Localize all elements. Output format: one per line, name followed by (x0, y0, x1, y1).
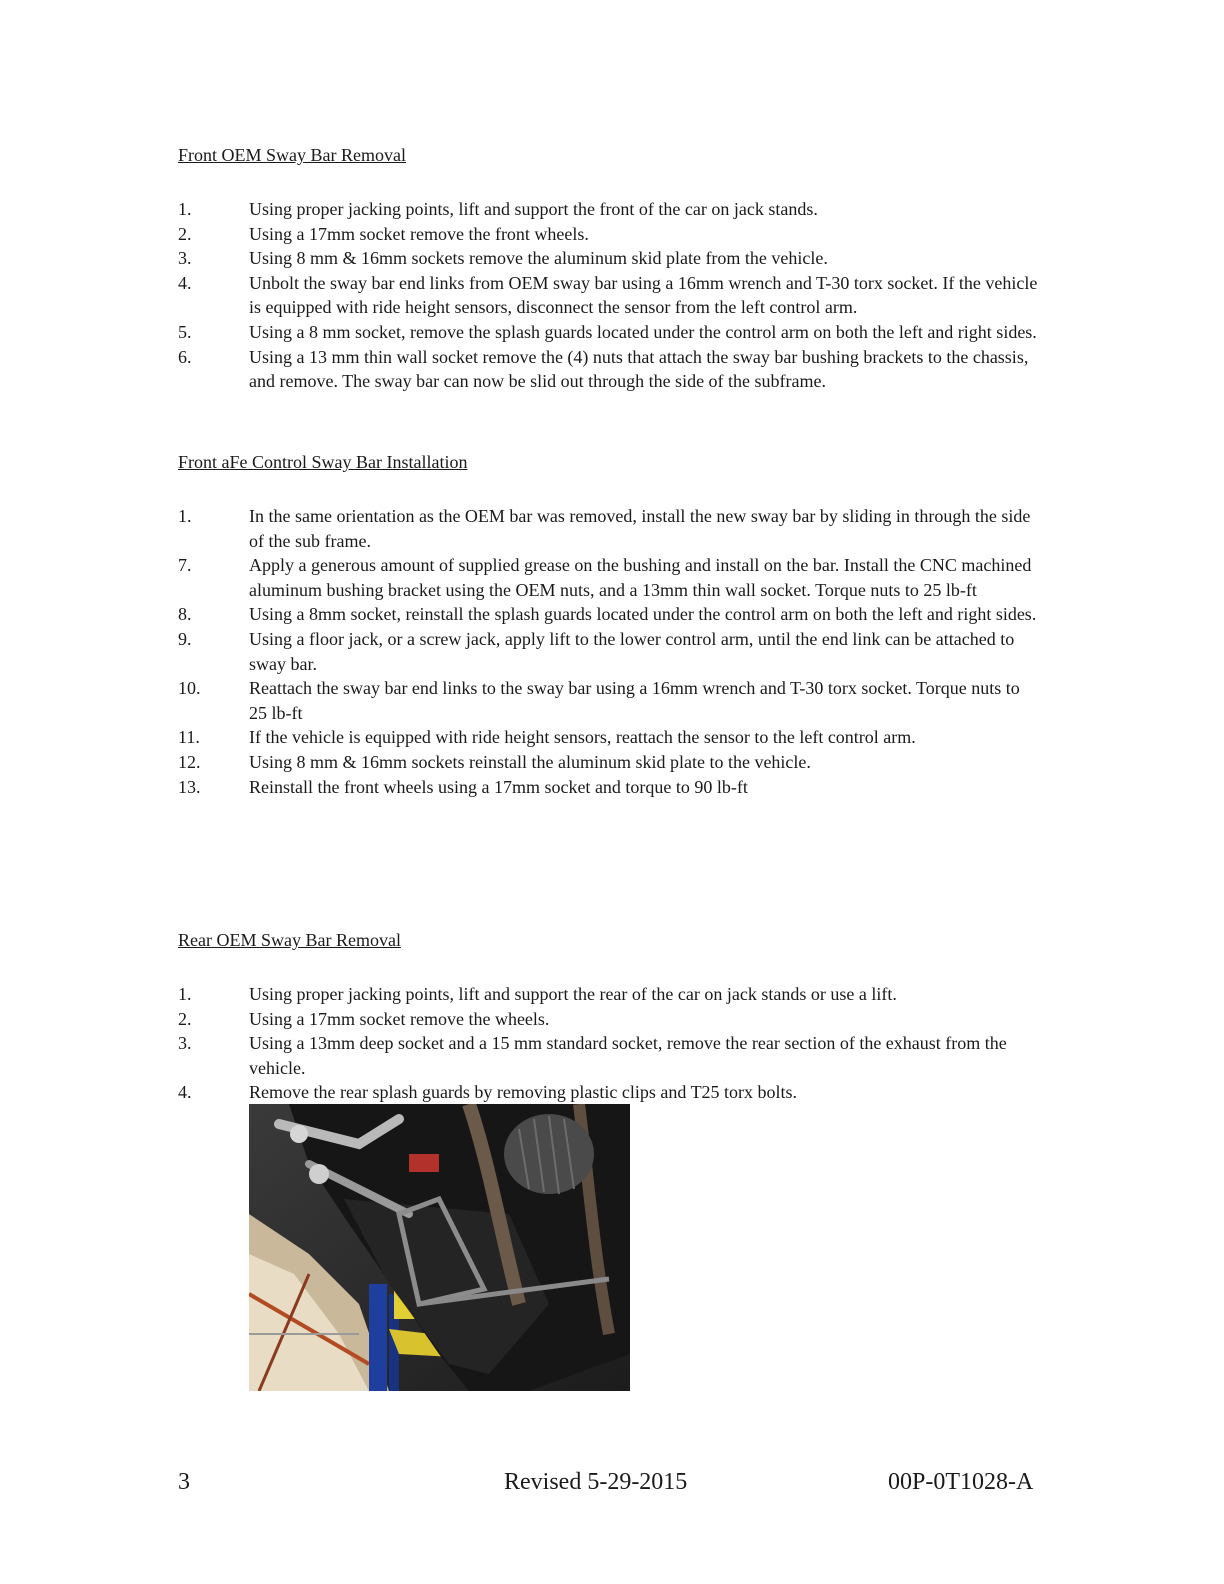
step-number: 1. (178, 506, 192, 526)
step-list (178, 197, 1038, 394)
list-item (178, 676, 1038, 725)
step-number: 8. (178, 604, 192, 625)
list-item (178, 1007, 1038, 1032)
step-number: 1. (178, 199, 192, 219)
list-item (178, 345, 1038, 394)
list-item (178, 320, 1038, 345)
list-item (178, 982, 1038, 1007)
step-text: Using a 13 mm thin wall socket remove the (4) nuts that attach the sway bar bushing brackets to the chassis, and remove. The sway bar can now be slid out through the side of the subframe. (249, 346, 1029, 392)
step-text: Using proper jacking points, lift and support the rear of the car on jack stands or use a lift. (249, 984, 897, 1004)
list-item (178, 553, 1038, 602)
list-item (178, 197, 1038, 222)
list-item (178, 627, 1038, 676)
step-text: Using proper jacking points, lift and support the front of the car on jack stands. (249, 199, 818, 219)
step-text: Reinstall the front wheels using a 17mm socket and torque to 90 lb-ft (249, 776, 748, 797)
vehicle-underside-photo (249, 1104, 630, 1391)
step-list (178, 982, 1038, 1105)
list-item (178, 725, 1038, 750)
list-item (178, 750, 1038, 775)
step-number: 11. (178, 727, 200, 748)
step-number: 4. (178, 272, 192, 293)
step-text: Using 8 mm & 16mm sockets reinstall the aluminum skid plate to the vehicle. (249, 751, 811, 772)
step-text: Using a 8 mm socket, remove the splash guards located under the control arm on both the left and right sides. (249, 321, 1037, 342)
section-front-afe-installation (178, 450, 1038, 799)
step-number: 1. (178, 984, 192, 1004)
step-text: Unbolt the sway bar end links from OEM sway bar using a 16mm wrench and T-30 torx socket. If the vehicle is equipped with ride height sensors, disconnect the sensor from the left control arm. (249, 272, 1038, 318)
step-number: 3. (178, 248, 192, 269)
step-text: Using a 17mm socket remove the front wheels. (249, 223, 589, 244)
section-heading: Rear OEM Sway Bar Removal (178, 930, 401, 950)
step-number: 12. (178, 751, 201, 772)
step-text: Using a 13mm deep socket and a 15 mm standard socket, remove the rear section of the exhaust from the vehicle. (249, 1033, 1007, 1078)
section-heading: Front aFe Control Sway Bar Installation (178, 452, 468, 472)
step-list (178, 504, 1038, 799)
list-item (178, 246, 1038, 271)
step-number: 7. (178, 555, 192, 576)
part-number: 00P-0T1028-A (888, 1469, 1034, 1495)
step-text: Using a 8mm socket, reinstall the splash guards located under the control arm on both the left and right sides. (249, 604, 1037, 625)
step-text: Using a floor jack, or a screw jack, apply lift to the lower control arm, until the end link can be attached to sway bar. (249, 628, 1015, 674)
step-number: 3. (178, 1033, 192, 1054)
step-text: Using a 17mm socket remove the wheels. (249, 1008, 550, 1029)
list-item (178, 222, 1038, 247)
step-number: 5. (178, 321, 192, 342)
step-number: 2. (178, 223, 192, 244)
step-text: If the vehicle is equipped with ride height sensors, reattach the sensor to the left control arm. (249, 727, 916, 748)
section-heading: Front OEM Sway Bar Removal (178, 145, 406, 165)
list-item (178, 775, 1038, 800)
page-number: 3 (178, 1469, 190, 1495)
list-item (178, 602, 1038, 627)
step-text: In the same orientation as the OEM bar was removed, install the new sway bar by sliding in through the side of the sub frame. (249, 506, 1031, 551)
revision-date: Revised 5-29-2015 (504, 1469, 688, 1495)
step-text: Apply a generous amount of supplied grease on the bushing and install on the bar. Install the CNC machined aluminum bushing bracket using the OEM nuts, and a 13mm thin wall socket. Torque nuts to 25 lb-ft (249, 555, 1032, 600)
section-rear-oem-removal (178, 928, 1038, 1105)
step-number: 9. (178, 628, 192, 649)
step-number: 2. (178, 1008, 192, 1029)
step-number: 10. (178, 678, 201, 699)
list-item (178, 271, 1038, 320)
step-text: Using 8 mm & 16mm sockets remove the aluminum skid plate from the vehicle. (249, 248, 828, 269)
list-item (178, 1031, 1038, 1080)
step-number: 4. (178, 1082, 192, 1103)
list-item (178, 1080, 1038, 1105)
step-text: Remove the rear splash guards by removing plastic clips and T25 torx bolts. (249, 1082, 798, 1103)
step-text: Reattach the sway bar end links to the sway bar using a 16mm wrench and T-30 torx socket. Torque nuts to 25 lb-ft (249, 678, 1020, 723)
section-front-oem-removal (178, 143, 1038, 394)
step-number: 6. (178, 346, 192, 367)
list-item (178, 504, 1038, 553)
step-number: 13. (178, 776, 201, 797)
